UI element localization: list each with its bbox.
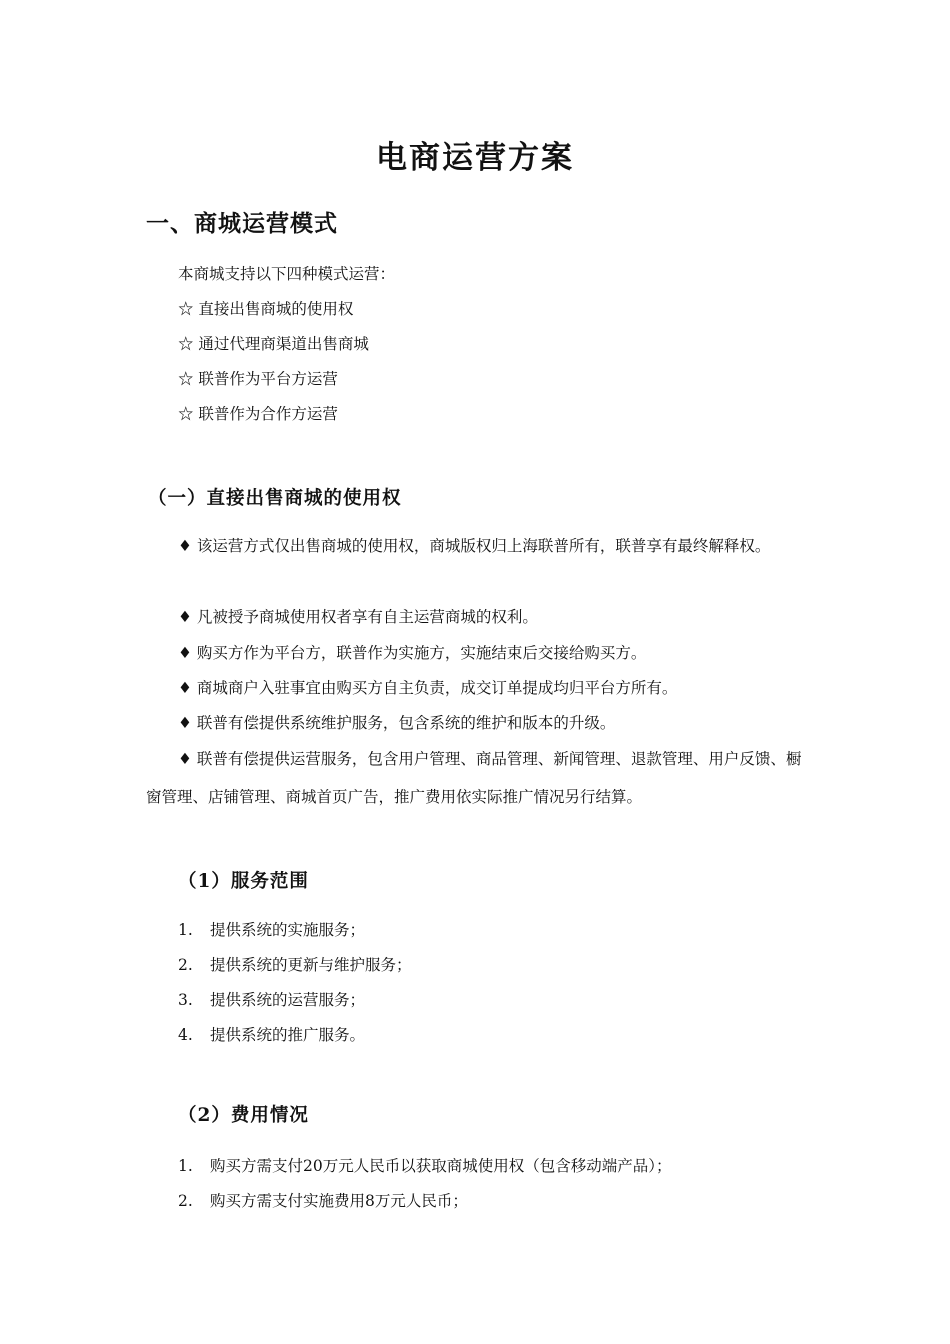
list-number: 1. — [178, 921, 193, 939]
list-text: 提供系统的运营服务； — [210, 991, 366, 1009]
list-text: 提供系统的更新与维护服务； — [210, 956, 412, 974]
list-item — [178, 1189, 468, 1211]
mode-item: ☆ 联普作为合作方运营 — [178, 405, 338, 423]
bullet-paragraph: ♦ 商城商户入驻事宜由购买方自主负责，成交订单提成均归平台方所有。 — [178, 679, 678, 697]
bullet-paragraph: ♦ 联普有偿提供运营服务，包含用户管理、商品管理、新闻管理、退款管理、用户反馈、橱窗管理、店铺管理、商城首页广告，推广费用依实际推广情况另行结算。 — [146, 750, 802, 806]
list-number: 2. — [178, 956, 193, 974]
list-text: 提供系统的实施服务； — [210, 921, 366, 939]
mode-item: ☆ 直接出售商城的使用权 — [178, 300, 354, 318]
section-intro: 本商城支持以下四种模式运营： — [178, 265, 396, 283]
bullet-paragraph: ♦ 购买方作为平台方，联普作为实施方，实施结束后交接给购买方。 — [178, 644, 647, 662]
list-item — [178, 953, 412, 975]
bullet-paragraph: ♦ 凡被授予商城使用权者享有自主运营商城的权利。 — [178, 608, 538, 626]
list-text: 购买方需支付20万元人民币以获取商城使用权（包含移动端产品）； — [210, 1157, 672, 1175]
heading-fees: （2）费用情况 — [178, 1105, 309, 1126]
list-item — [178, 988, 365, 1010]
list-item — [178, 918, 365, 940]
bullet-paragraph: ♦ 联普有偿提供系统维护服务，包含系统的维护和版本的升级。 — [178, 714, 616, 732]
list-text: 提供系统的推广服务。 — [210, 1026, 366, 1044]
mode-item: ☆ 联普作为平台方运营 — [178, 370, 338, 388]
section-heading-operation-modes: 一、商城运营模式 — [146, 210, 338, 237]
document-title: 电商运营方案 — [376, 140, 574, 176]
list-number: 2. — [178, 1192, 193, 1210]
list-number: 1. — [178, 1157, 193, 1175]
mode-item: ☆ 通过代理商渠道出售商城 — [178, 335, 369, 353]
list-number: 4. — [178, 1026, 193, 1044]
list-item — [178, 1023, 365, 1045]
list-number: 3. — [178, 991, 193, 1009]
list-text: 购买方需支付实施费用8万元人民币； — [210, 1192, 468, 1210]
subsection-heading-direct-sale: （一）直接出售商城的使用权 — [148, 488, 402, 509]
list-item — [178, 1154, 671, 1176]
bullet-paragraph: ♦ 该运营方式仅出售商城的使用权，商城版权归上海联普所有，联普享有最终解释权。 — [178, 537, 771, 555]
heading-service-scope: （1）服务范围 — [178, 871, 309, 892]
